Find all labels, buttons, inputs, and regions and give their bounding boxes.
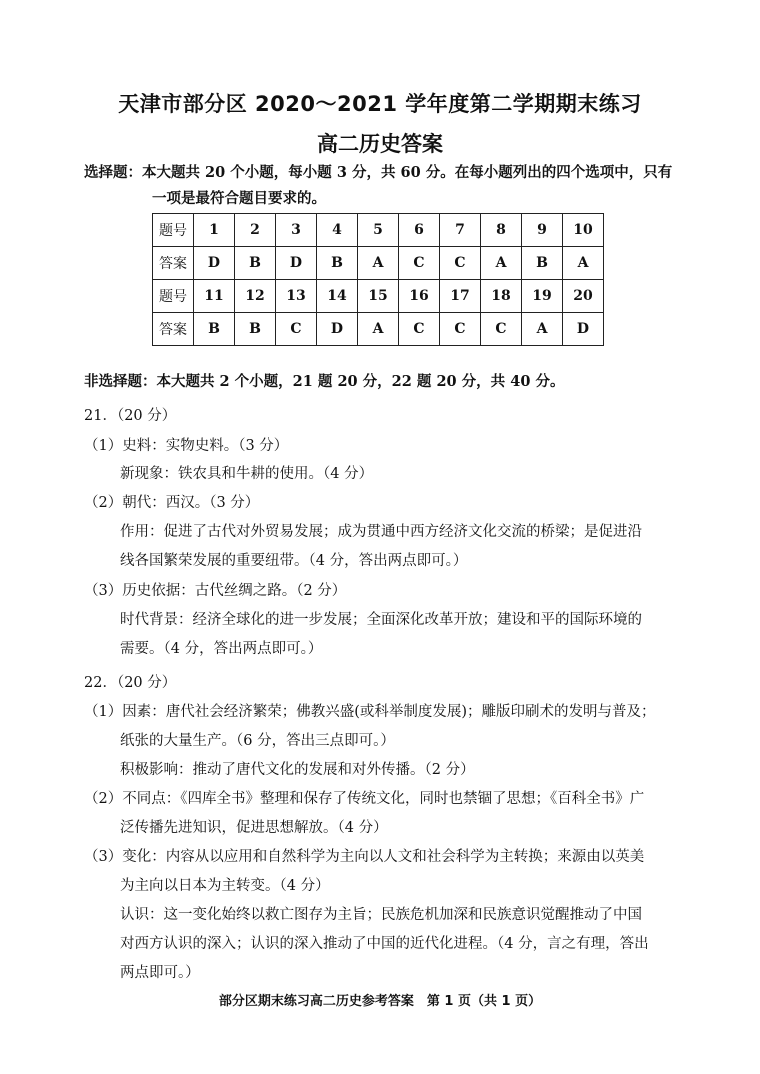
question-number: 17 <box>440 280 481 313</box>
q21-part2-dynasty: （2）朝代：西汉。（3 分） <box>84 495 260 511</box>
q22-part2-diff-line1: （2）不同点：《四库全书》整理和保存了传统文化，同时也禁锢了思想；《百科全书》广 <box>84 791 645 807</box>
table-row <box>153 280 604 313</box>
answer-cell: B <box>235 247 276 280</box>
answer-cell: D <box>276 247 317 280</box>
row-label-question: 题号 <box>153 280 194 313</box>
question-number: 3 <box>276 214 317 247</box>
question-number: 12 <box>235 280 276 313</box>
answer-cell: A <box>563 247 604 280</box>
answer-cell: C <box>276 313 317 346</box>
nonchoice-intro: 非选择题：本大题共 2 个小题，21 题 20 分，22 题 20 分，共 40 分。 <box>84 373 565 390</box>
answer-cell: B <box>194 313 235 346</box>
answer-cell: C <box>399 313 440 346</box>
question-number: 13 <box>276 280 317 313</box>
question-number: 14 <box>317 280 358 313</box>
q22-part2-diff-line2: 泛传播先进知识，促进思想解放。（4 分） <box>120 820 388 836</box>
question-number: 1 <box>194 214 235 247</box>
q22-part1-factors-line2: 纸张的大量生产。（6 分，答出三点即可。） <box>120 733 395 749</box>
question-number: 16 <box>399 280 440 313</box>
q21-part3-background-line1: 时代背景：经济全球化的进一步发展；全面深化改革开放；建设和平的国际环境的 <box>120 612 642 628</box>
choice-intro-line2: 一项是最符合题目要求的。 <box>152 190 326 207</box>
answer-cell: C <box>440 247 481 280</box>
q22-part3-change-line2: 为主向以日本为主转变。（4 分） <box>120 878 330 894</box>
table-row <box>153 247 604 280</box>
page-subtitle: 高二历史答案 <box>317 132 443 156</box>
q21-part2-role-line1: 作用：促进了古代对外贸易发展；成为贯通中西方经济文化交流的桥梁；是促进沿 <box>120 524 642 540</box>
answer-cell: A <box>522 313 563 346</box>
q22-part3-change-line1: （3）变化：内容从以应用和自然科学为主向以人文和社会科学为主转换；来源由以英美 <box>84 849 645 865</box>
q22-part3-view-line2: 对西方认识的深入；认识的深入推动了中国的近代化进程。（4 分，言之有理，答出 <box>120 936 649 952</box>
question-number: 4 <box>317 214 358 247</box>
answer-cell: C <box>440 313 481 346</box>
question-number: 6 <box>399 214 440 247</box>
question-number: 2 <box>235 214 276 247</box>
answer-cell: A <box>358 313 399 346</box>
answer-cell: B <box>522 247 563 280</box>
table-row <box>153 214 604 247</box>
q22-part3-view-line3: 两点即可。） <box>120 965 200 981</box>
answer-cell: A <box>358 247 399 280</box>
q21-part1-phenomenon: 新现象：铁农具和牛耕的使用。（4 分） <box>120 466 374 482</box>
question-number: 10 <box>563 214 604 247</box>
question-number: 5 <box>358 214 399 247</box>
question-number: 9 <box>522 214 563 247</box>
q22-heading: 22．（20 分） <box>84 675 177 691</box>
answer-table <box>152 213 604 346</box>
question-number: 11 <box>194 280 235 313</box>
q22-part3-view-line1: 认识：这一变化始终以救亡图存为主旨；民族危机加深和民族意识觉醒推动了中国 <box>120 907 642 923</box>
row-label-question: 题号 <box>153 214 194 247</box>
answer-cell: C <box>399 247 440 280</box>
answer-cell: B <box>235 313 276 346</box>
choice-intro-line1: 选择题：本大题共 20 个小题，每小题 3 分，共 60 分。在每小题列出的四个选项中，只有 <box>84 164 673 181</box>
answer-cell: C <box>481 313 522 346</box>
question-number: 7 <box>440 214 481 247</box>
q22-part1-impact: 积极影响：推动了唐代文化的发展和对外传播。（2 分） <box>120 762 475 778</box>
page-title: 天津市部分区 2020～2021 学年度第二学期期末练习 <box>118 92 642 116</box>
answer-cell: A <box>481 247 522 280</box>
question-number: 20 <box>563 280 604 313</box>
q21-part2-role-line2: 线各国繁荣发展的重要纽带。（4 分，答出两点即可。） <box>120 553 468 569</box>
answer-cell: D <box>563 313 604 346</box>
q21-part1-source: （1）史料：实物史料。（3 分） <box>84 438 289 454</box>
question-number: 19 <box>522 280 563 313</box>
q21-heading: 21．（20 分） <box>84 408 177 424</box>
answer-cell: D <box>194 247 235 280</box>
q21-part3-background-line2: 需要。（4 分，答出两点即可。） <box>120 641 323 657</box>
answer-cell: B <box>317 247 358 280</box>
row-label-answer: 答案 <box>153 247 194 280</box>
question-number: 15 <box>358 280 399 313</box>
q21-part3-basis: （3）历史依据：古代丝绸之路。（2 分） <box>84 583 347 599</box>
question-number: 18 <box>481 280 522 313</box>
question-number: 8 <box>481 214 522 247</box>
q22-part1-factors-line1: （1）因素：唐代社会经济繁荣；佛教兴盛(或科举制度发展)；雕版印刷术的发明与普及； <box>84 704 656 720</box>
answer-cell: D <box>317 313 358 346</box>
page-footer: 部分区期末练习高二历史参考答案 第 1 页（共 1 页） <box>218 994 542 1009</box>
table-row <box>153 313 604 346</box>
row-label-answer: 答案 <box>153 313 194 346</box>
